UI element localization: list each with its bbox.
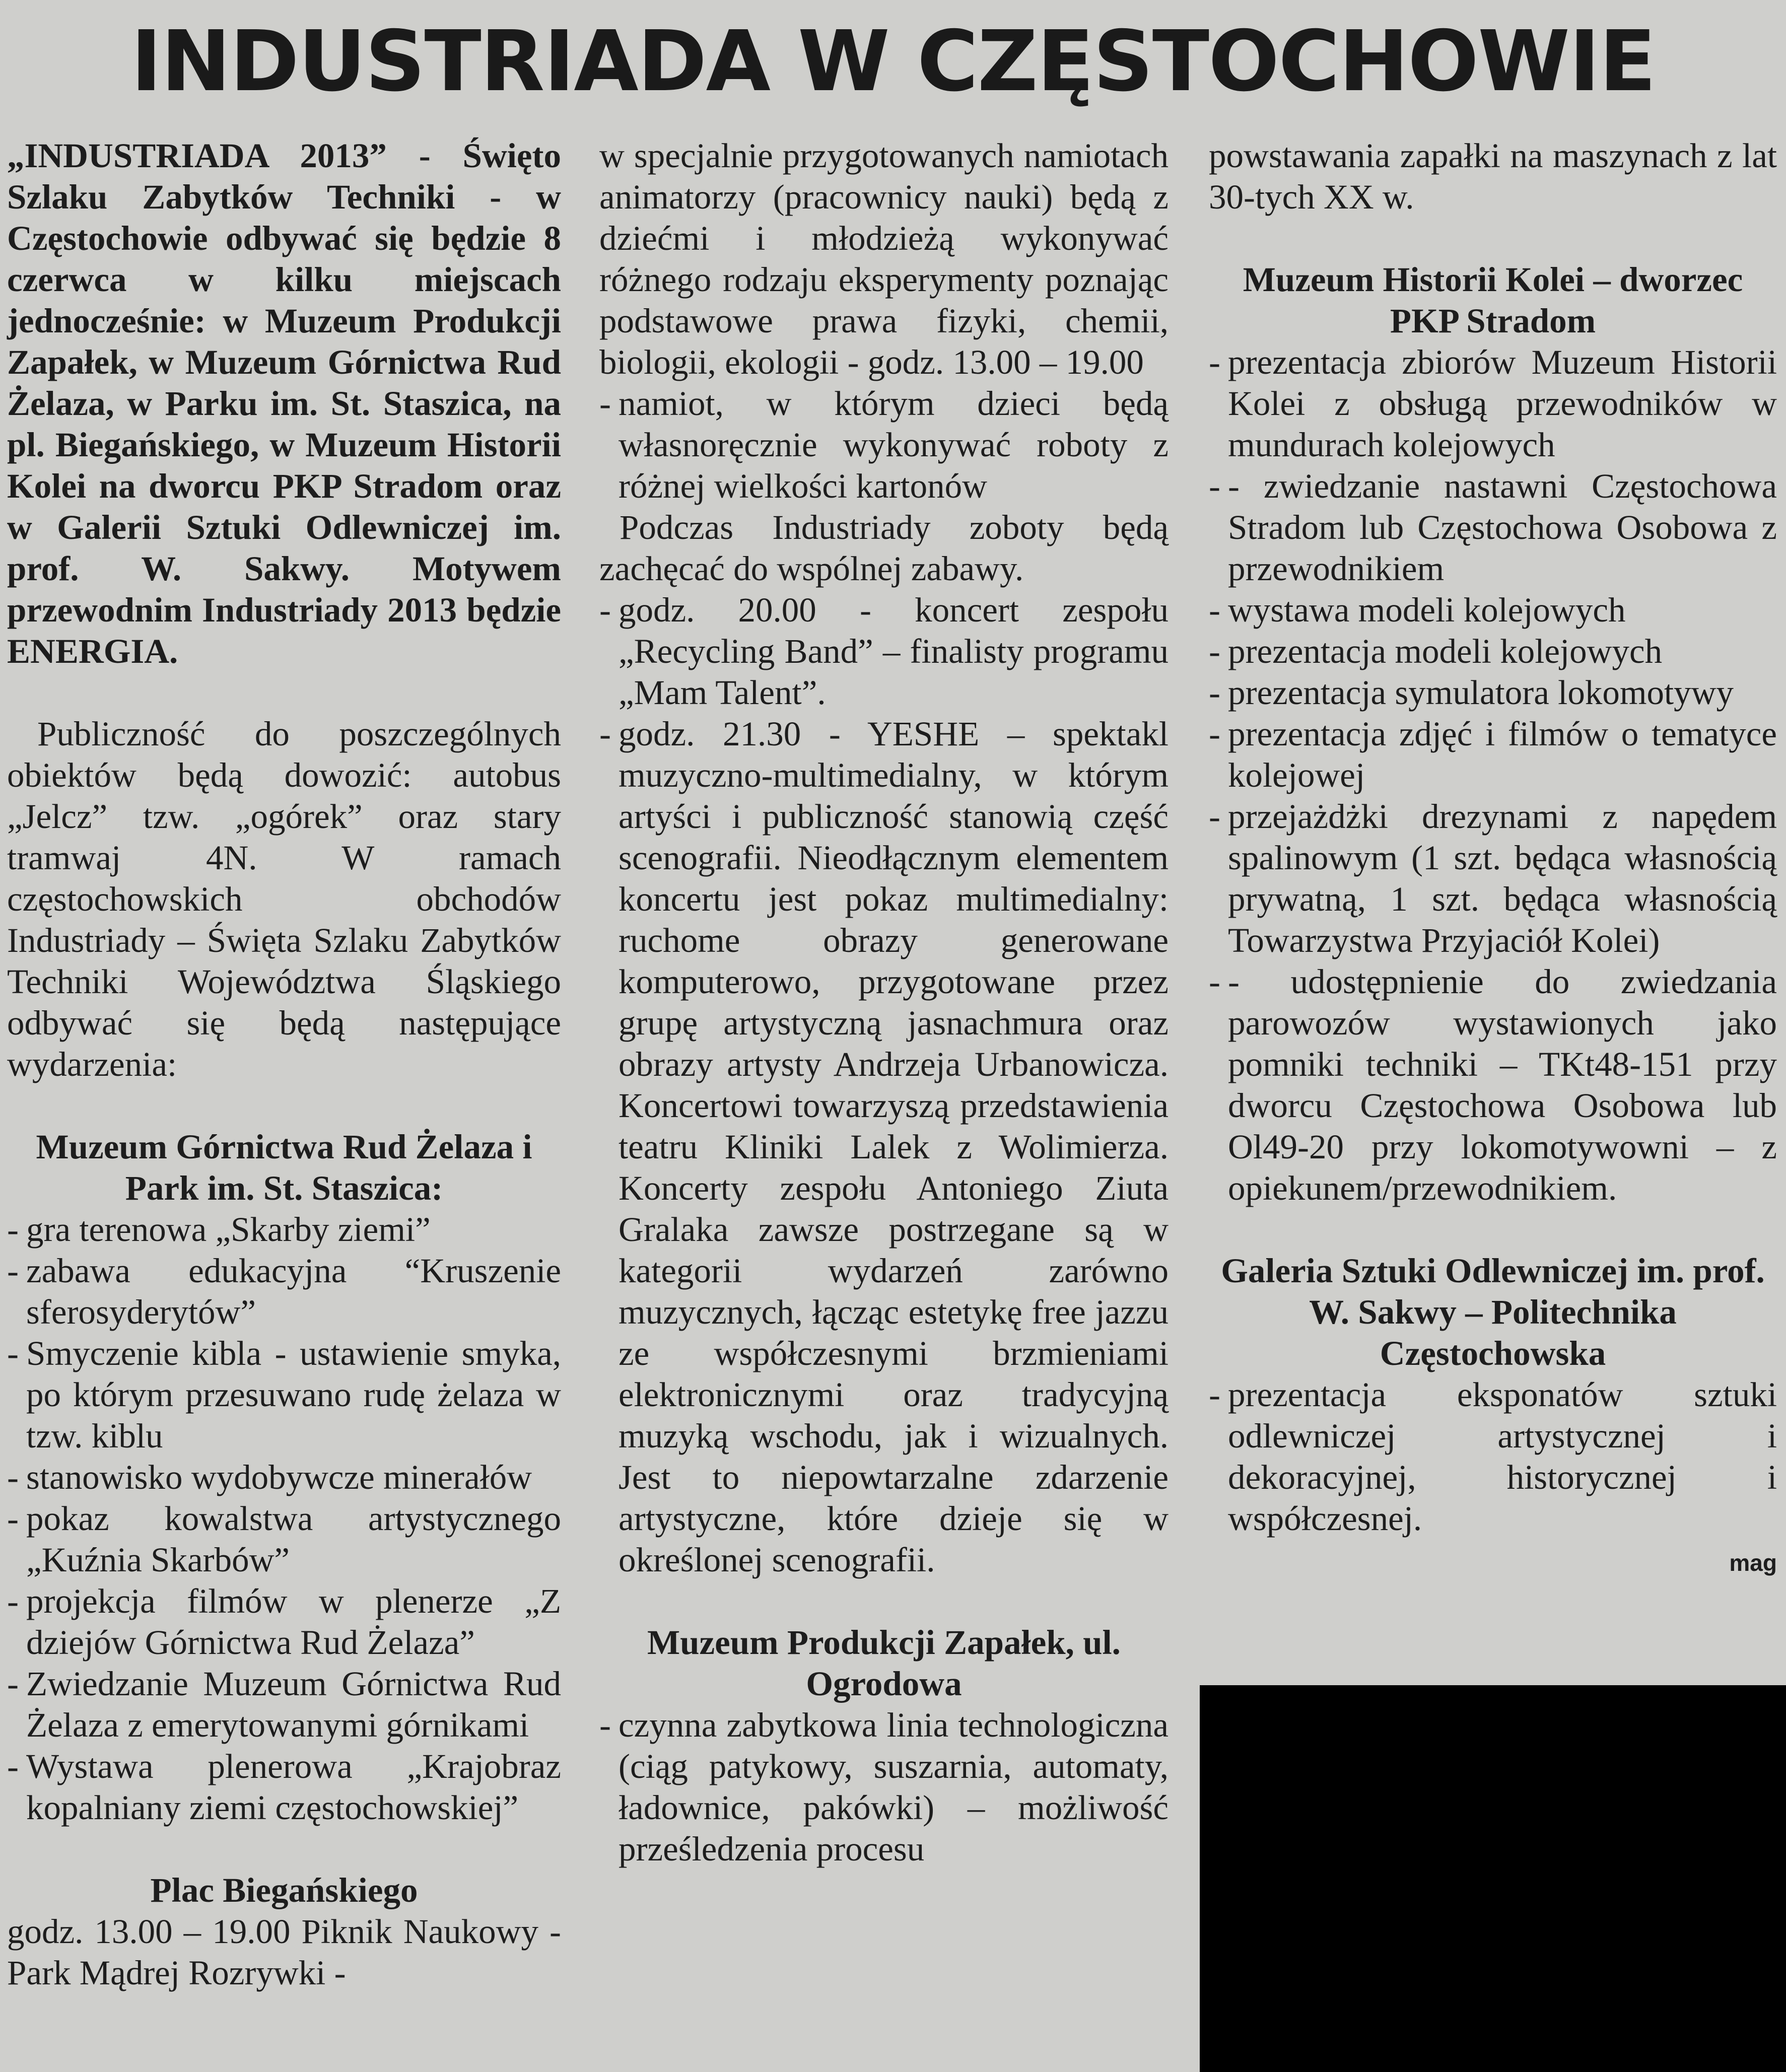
list-item: - Smyczenie kibla - ustawienie smyka, po którym przesuwano rudę żelaza w tzw. kiblu — [7, 1333, 561, 1457]
list-item: - projekcja filmów w plenerze „Z dziejów Górnictwa Rud Żelaza” — [7, 1580, 561, 1663]
events-list-foundry-gallery — [1209, 1374, 1777, 1539]
events-list-b — [599, 589, 1169, 1580]
list-item: - przejażdżki drezynami z napędem spalinowym (1 szt. będąca własnością prywatną, 1 szt. będąca własnością Towarzystwa Przyjaciół Kolei) — [1209, 796, 1777, 961]
list-item: - namiot, w którym dzieci będą własnoręcznie wykonywać roboty z różnej wielkości kartonów — [599, 383, 1169, 507]
list-item: - godz. 21.30 - YESHE – spektakl muzyczno-multimedialny, w którym artyści i publiczność stanowią część scenografii. Nieodłącznym elementem koncertu jest pokaz multimedialny: ruchome obrazy generowane komputerowo, przygotowane przez grupę artystyczną jasnachmura oraz obrazy artysty Andrzeja Urbanowicza. Koncertowi towarzyszą przedstawienia teatru Kliniki Lalek z Wolimierza. Koncerty zespołu Antoniego Ziuta Gralaka zawsze postrzegane są w kategorii wydarzeń zarówno muzycznych, łącząc estetykę free jazzu ze współczesnymi brzmieniami elektronicznymi oraz tradycyjną muzyką wschodu, jak i wizualnych. Jest to niepowtarzalne zdarzenie artystyczne, które dzieje się w określonej scenografii. — [599, 713, 1169, 1580]
author-signature: mag — [1729, 1550, 1777, 1576]
redacted-black-area — [1200, 1685, 1786, 2072]
list-item: - prezentacja symulatora lokomotywy — [1209, 672, 1777, 713]
continued-paragraph: powstawania zapałki na maszynach z lat 30-tych XX w. — [1209, 136, 1777, 216]
column-3 — [1209, 135, 1777, 1583]
section-heading-railway-museum: Muzeum Historii Kolei – dworzec PKP Stradom — [1243, 260, 1743, 340]
list-item: - prezentacja eksponatów sztuki odlewniczej artystycznej i dekoracyjnej, historycznej i współczesnej. — [1209, 1374, 1777, 1539]
list-item: - wystawa modeli kolejowych — [1209, 589, 1777, 631]
section-heading-plac-bieganskiego: Plac Biegańskiego — [150, 1871, 418, 1909]
list-item: - pokaz kowalstwa artystycznego „Kuźnia Skarbów” — [7, 1498, 561, 1580]
list-item: - prezentacja modeli kolejowych — [1209, 631, 1777, 672]
lead-paragraph: „INDUSTRIADA 2013” - Święto Szlaku Zabytków Techniki - w Częstochowie odbywać się będzie 8 czerwca w kilku miejscach jednocześnie: w Muzeum Produkcji Zapałek, w Muzeum Górnictwa Rud Żelaza, w Parku im. St. Staszica, na pl. Biegańskiego, w Muzeum Historii Kolei na dworcu PKP Stradom oraz w Galerii Sztuki Odlewniczej im. prof. W. Sakwy. Motywem przewodnim Industriady 2013 będzie ENERGIA. — [7, 136, 561, 670]
intro-paragraph: Publiczność do poszczególnych obiektów będą dowozić: autobus „Jelcz” tzw. „ogórek” oraz stary tramwaj 4N. W ramach częstochowskich obchodów Industriady – Święta Szlaku Zabytków Techniki Województwa Śląskiego odbywać się będą następujące wydarzenia: — [7, 715, 561, 1083]
list-item: - godz. 20.00 - koncert zespołu „Recycling Band” – finalisty programu „Mam Talent”. — [599, 589, 1169, 713]
column-1 — [7, 135, 561, 1993]
column-2 — [599, 135, 1169, 1870]
continued-paragraph: w specjalnie przygotowanych namiotach animatorzy (pracownicy nauki) będą z dziećmi i młodzieżą wykonywać różnego rodzaju eksperymenty poznając podstawowe prawa fizyki, chemii, biologii, ekologii - godz. 13.00 – 19.00 — [599, 136, 1169, 381]
section-heading-match-museum: Muzeum Produkcji Zapałek, ul. Ogrodowa — [647, 1623, 1121, 1703]
section-heading-foundry-gallery: Galeria Sztuki Odlewniczej im. prof. W. Sakwy – Politechnika Częstochowska — [1221, 1252, 1765, 1372]
list-item: - prezentacja zbiorów Muzeum Historii Kolei z obsługą przewodników w mundurach kolejowych — [1209, 341, 1777, 465]
list-item: - gra terenowa „Skarby ziemi” — [7, 1209, 561, 1250]
list-item: - stanowisko wydobywcze minerałów — [7, 1457, 561, 1498]
article-headline: INDUSTRIADA W CZĘSTOCHOWIE — [130, 13, 1656, 110]
list-item: - zabawa edukacyjna “Kruszenie sferosyderytów” — [7, 1250, 561, 1333]
list-item: - prezentacja zdjęć i filmów o tematyce kolejowej — [1209, 713, 1777, 796]
plac-bieganskiego-text: godz. 13.00 – 19.00 Piknik Naukowy - Park Mądrej Rozrywki - — [7, 1912, 561, 1992]
robots-paragraph: Podczas Industriady zoboty będą zachęcać do wspólnej zabawy. — [599, 508, 1169, 588]
events-list-match-museum — [599, 1704, 1169, 1870]
events-list-railway-museum — [1209, 341, 1777, 1209]
section-heading-mining-museum: Muzeum Górnictwa Rud Żelaza i Park im. St. Staszica: — [36, 1128, 532, 1207]
list-item: - - udostępnienie do zwiedzania parowozów wystawionych jako pomniki techniki – TKt48-151 przy dworcu Częstochowa Osobowa lub Ol49-20 przy lokomotywowni – z opiekunem/przewodnikiem. — [1209, 961, 1777, 1209]
events-list-mining-museum — [7, 1209, 561, 1828]
list-item: - - zwiedzanie nastawni Częstochowa Stradom lub Częstochowa Osobowa z przewodnikiem — [1209, 465, 1777, 589]
list-item: - Wystawa plenerowa „Krajobraz kopalniany ziemi częstochowskiej” — [7, 1746, 561, 1828]
list-item: - czynna zabytkowa linia technologiczna (ciąg patykowy, suszarnia, automaty, ładownice, pakówki) – możliwość prześledzenia procesu — [599, 1704, 1169, 1870]
list-item: - Zwiedzanie Muzeum Górnictwa Rud Żelaza z emerytowanymi górnikami — [7, 1663, 561, 1746]
events-list-a — [599, 383, 1169, 507]
